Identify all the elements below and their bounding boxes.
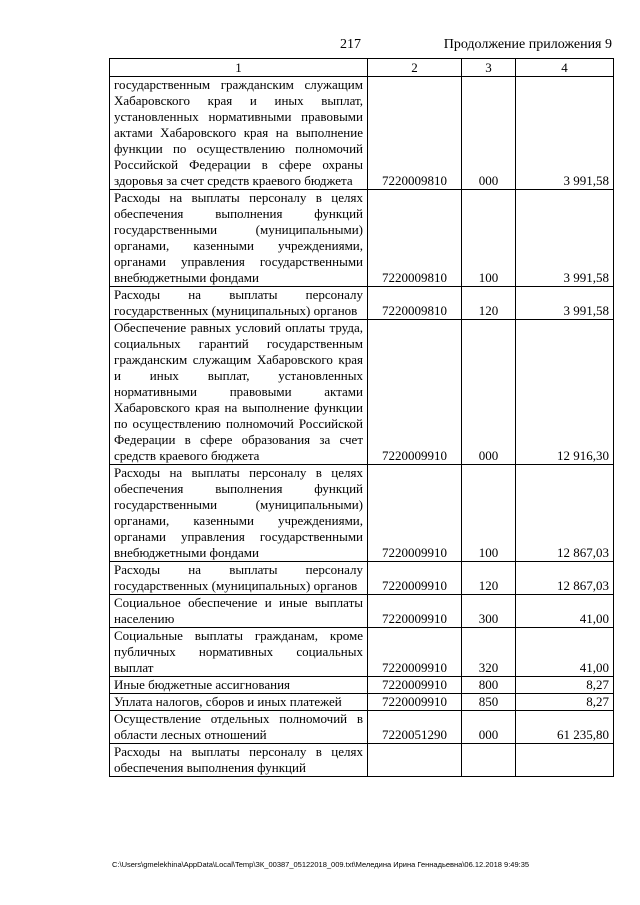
table-row bbox=[110, 562, 614, 595]
row-code: 7220009810 bbox=[368, 287, 462, 320]
row-expense-type: 000 bbox=[462, 320, 516, 465]
row-expense-type: 000 bbox=[462, 711, 516, 744]
row-description: Обеспечение равных условий оплаты труда, социальных гарантий государственным гражданским служащим Хабаровского края и иных выплат, установленных нормативными правовыми актами Хабаровского края на выполнение функции по осуществлению полномочий Российской Федерации в сфере образования за счет средств краевого бюджета bbox=[110, 320, 368, 465]
table-row bbox=[110, 711, 614, 744]
row-code: 7220009910 bbox=[368, 320, 462, 465]
row-code: 7220009910 bbox=[368, 677, 462, 694]
row-amount: 12 867,03 bbox=[516, 465, 614, 562]
column-header-3: 3 bbox=[462, 59, 516, 77]
row-code: 7220009910 bbox=[368, 694, 462, 711]
column-header-4: 4 bbox=[516, 59, 614, 77]
table-row bbox=[110, 190, 614, 287]
row-description: Уплата налогов, сборов и иных платежей bbox=[110, 694, 368, 711]
table-header-row bbox=[110, 59, 614, 77]
row-expense-type: 300 bbox=[462, 595, 516, 628]
table-row bbox=[110, 465, 614, 562]
row-code: 7220009910 bbox=[368, 465, 462, 562]
row-description: Расходы на выплаты персоналу в целях обеспечения выполнения функций bbox=[110, 744, 368, 777]
row-amount: 41,00 bbox=[516, 595, 614, 628]
table-row bbox=[110, 77, 614, 190]
row-amount: 41,00 bbox=[516, 628, 614, 677]
row-amount bbox=[516, 744, 614, 777]
row-code: 7220009910 bbox=[368, 595, 462, 628]
budget-table bbox=[109, 58, 614, 777]
table-row bbox=[110, 287, 614, 320]
row-description: Социальные выплаты гражданам, кроме публичных нормативных социальных выплат bbox=[110, 628, 368, 677]
row-code: 7220009810 bbox=[368, 190, 462, 287]
row-amount: 12 867,03 bbox=[516, 562, 614, 595]
row-description: Расходы на выплаты персоналу в целях обеспечения выполнения функций государственными (муниципальными) органами, казенными учреждениями, органами управления государственными внебюджетными фондами bbox=[110, 190, 368, 287]
row-expense-type: 800 bbox=[462, 677, 516, 694]
footer-path: C:\Users\gmelekhina\AppData\Local\Temp\ЗК_00387_05122018_009.txt\Меледина Ирина Геннадьевна\06.12.2018 9:49:35 bbox=[112, 860, 530, 869]
row-expense-type: 100 bbox=[462, 190, 516, 287]
column-header-1: 1 bbox=[110, 59, 368, 77]
continuation-label: Продолжение приложения 9 bbox=[443, 37, 612, 52]
row-amount: 3 991,58 bbox=[516, 287, 614, 320]
row-expense-type: 100 bbox=[462, 465, 516, 562]
row-amount: 3 991,58 bbox=[516, 77, 614, 190]
table-row bbox=[110, 677, 614, 694]
row-description: государственным гражданским служащим Хабаровского края и иных выплат, установленных нормативными правовыми актами Хабаровского края на выполнение функции по осуществлению полномочий Российской Федерации в сфере охраны здоровья за счет средств краевого бюджета bbox=[110, 77, 368, 190]
row-expense-type bbox=[462, 744, 516, 777]
table-row bbox=[110, 595, 614, 628]
row-code: 7220051290 bbox=[368, 711, 462, 744]
row-description: Расходы на выплаты персоналу в целях обеспечения выполнения функций государственными (муниципальными) органами, казенными учреждениями, органами управления государственными внебюджетными фондами bbox=[110, 465, 368, 562]
row-amount: 8,27 bbox=[516, 677, 614, 694]
table-row bbox=[110, 694, 614, 711]
table-row bbox=[110, 744, 614, 777]
row-amount: 8,27 bbox=[516, 694, 614, 711]
row-expense-type: 000 bbox=[462, 77, 516, 190]
table-row bbox=[110, 320, 614, 465]
column-header-2: 2 bbox=[368, 59, 462, 77]
row-expense-type: 120 bbox=[462, 287, 516, 320]
row-expense-type: 850 bbox=[462, 694, 516, 711]
row-description: Расходы на выплаты персоналу государственных (муниципальных) органов bbox=[110, 562, 368, 595]
row-description: Социальное обеспечение и иные выплаты населению bbox=[110, 595, 368, 628]
row-code: 7220009910 bbox=[368, 562, 462, 595]
row-description: Расходы на выплаты персоналу государственных (муниципальных) органов bbox=[110, 287, 368, 320]
row-amount: 3 991,58 bbox=[516, 190, 614, 287]
row-code bbox=[368, 744, 462, 777]
row-amount: 61 235,80 bbox=[516, 711, 614, 744]
row-expense-type: 120 bbox=[462, 562, 516, 595]
row-amount: 12 916,30 bbox=[516, 320, 614, 465]
table-row bbox=[110, 628, 614, 677]
page-number: 217 bbox=[340, 37, 361, 52]
row-expense-type: 320 bbox=[462, 628, 516, 677]
row-code: 7220009810 bbox=[368, 77, 462, 190]
row-description: Осуществление отдельных полномочий в области лесных отношений bbox=[110, 711, 368, 744]
row-code: 7220009910 bbox=[368, 628, 462, 677]
row-description: Иные бюджетные ассигнования bbox=[110, 677, 368, 694]
